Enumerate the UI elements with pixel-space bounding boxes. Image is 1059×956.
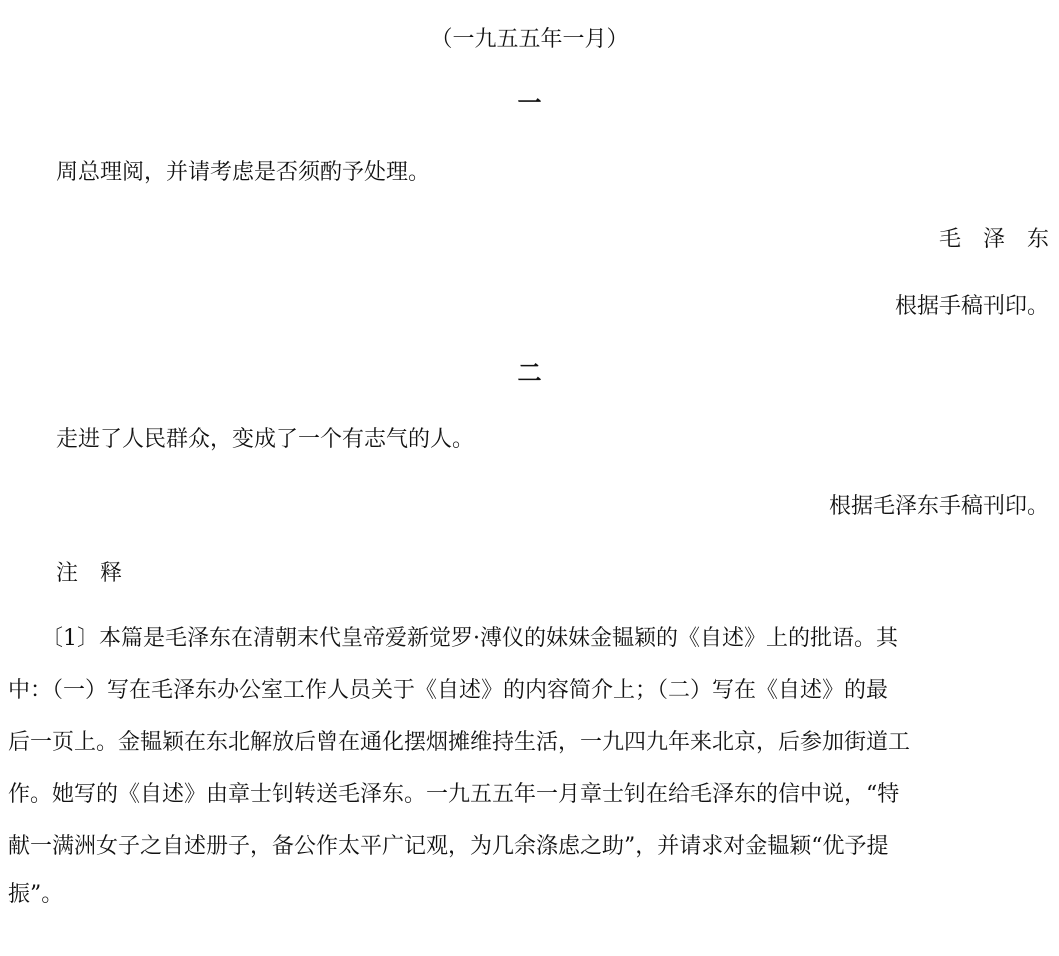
note-line: 振”。 xyxy=(8,882,64,907)
section-1-signature: 毛 泽 东 xyxy=(938,227,1049,252)
note-line: 作。她写的《自述》由章士钊转送毛泽东。一九五五年一月章士钊在给毛泽东的信中说，“特 xyxy=(8,782,900,807)
section-2-source: 根据毛泽东手稿刊印。 xyxy=(828,494,1049,519)
note-line: 后一页上。金韫颖在东北解放后曾在通化摆烟摊维持生活，一九四九年来北京，后参加街道工 xyxy=(8,730,911,755)
notes-heading: 注 释 xyxy=(56,561,123,586)
note-line: 献一满洲女子之自述册子，备公作太平广记观，为几余涤虑之助”，并请求对金韫颖“优予提 xyxy=(8,834,889,859)
note-line: 中：（一）写在毛泽东办公室工作人员关于《自述》的内容简介上；（二）写在《自述》的最 xyxy=(8,678,889,703)
section-1-source: 根据手稿刊印。 xyxy=(894,294,1049,319)
section-number-2: 二 xyxy=(517,358,542,387)
section-1-body: 周总理阅，并请考虑是否须酌予处理。 xyxy=(56,160,431,185)
section-2-body: 走进了人民群众，变成了一个有志气的人。 xyxy=(56,427,475,452)
date-line: （一九五五年一月） xyxy=(430,27,629,52)
note-line: 〔1〕本篇是毛泽东在清朝末代皇帝爱新觉罗·溥仪的妹妹金韫颖的《自述》上的批语。其 xyxy=(8,626,898,651)
section-number-1: 一 xyxy=(517,88,542,117)
